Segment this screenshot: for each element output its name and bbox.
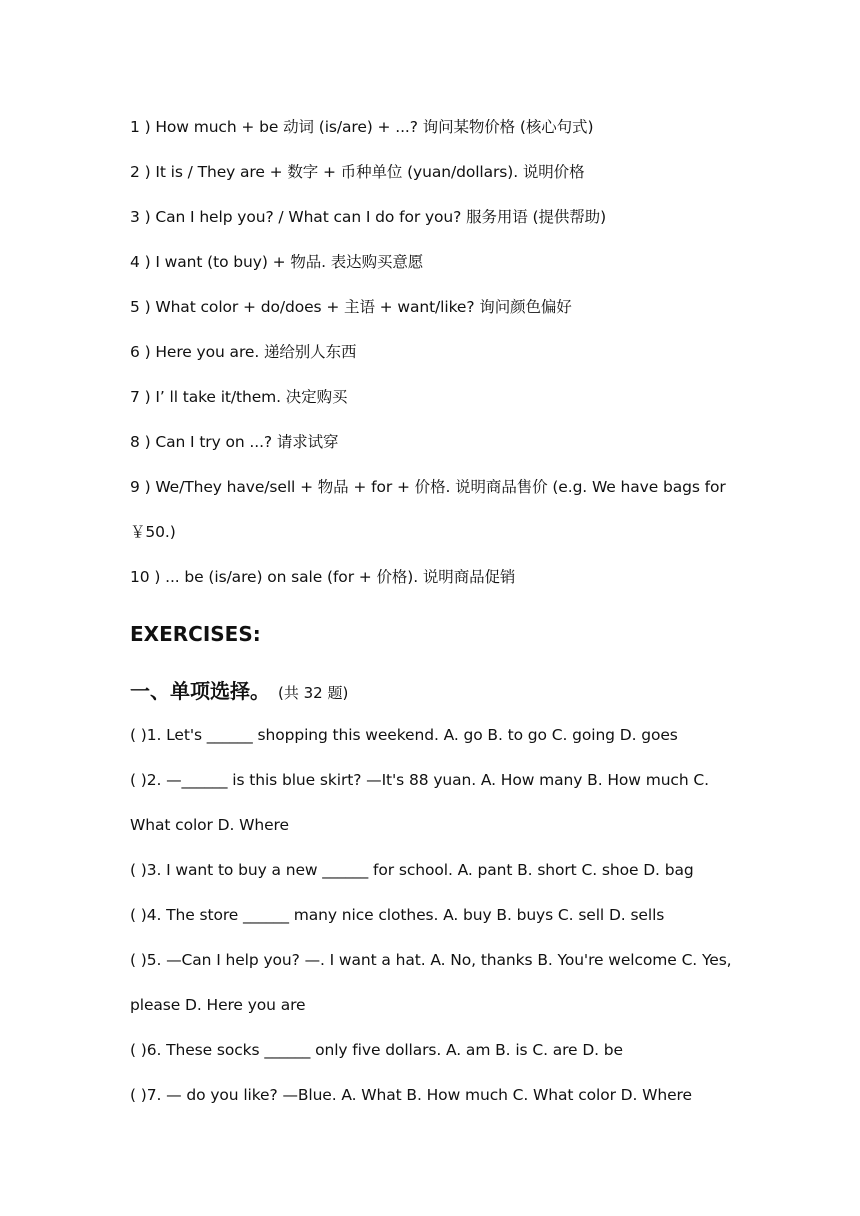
phrase-item: 10 ) ... be (is/are) on sale (for + 价格). 说明商品促销 bbox=[130, 568, 516, 586]
phrase-item: 2 ) It is / They are + 数字 + 币种单位 (yuan/dollars). 说明价格 bbox=[130, 163, 585, 181]
phrase-item: 5 ) What color + do/does + 主语 + want/like? 询问颜色偏好 bbox=[130, 298, 572, 316]
question-item: ( )2. —______ is this blue skirt? —It's 88 yuan. A. How many B. How much C. What color D. Where bbox=[130, 771, 709, 834]
phrase-item: 4 ) I want (to buy) + 物品. 表达购买意愿 bbox=[130, 253, 424, 271]
section-heading bbox=[130, 678, 348, 706]
phrase-item: 7 ) I’ ll take it/them. 决定购买 bbox=[130, 388, 348, 406]
phrase-item: 3 ) Can I help you? / What can I do for you? 服务用语 (提供帮助) bbox=[130, 208, 607, 226]
phrase-item: 8 ) Can I try on ...? 请求试穿 bbox=[130, 433, 339, 451]
question-item: ( )6. These socks ______ only five dollars. A. am B. is C. are D. be bbox=[130, 1041, 623, 1059]
question-item: ( )3. I want to buy a new ______ for school. A. pant B. short C. shoe D. bag bbox=[130, 861, 694, 879]
exercises-heading: EXERCISES: bbox=[130, 622, 261, 646]
question-item: ( )4. The store ______ many nice clothes. A. buy B. buys C. sell D. sells bbox=[130, 906, 665, 924]
question-item: ( )1. Let's ______ shopping this weekend. A. go B. to go C. going D. goes bbox=[130, 726, 678, 744]
phrase-item: 9 ) We/They have/sell + 物品 + for + 价格. 说明商品售价 (e.g. We have bags for ￥50.) bbox=[130, 478, 726, 541]
phrase-item: 6 ) Here you are. 递给别人东西 bbox=[130, 343, 357, 361]
section-note: (共 32 题) bbox=[278, 684, 349, 702]
section-title: 一、单项选择。 bbox=[130, 679, 270, 703]
phrase-item: 1 ) How much + be 动词 (is/are) + ...? 询问某物价格 (核心句式) bbox=[130, 118, 594, 136]
question-item: ( )7. — do you like? —Blue. A. What B. How much C. What color D. Where bbox=[130, 1086, 692, 1104]
question-item: ( )5. —Can I help you? —. I want a hat. A. No, thanks B. You're welcome C. Yes, please D. Here you are bbox=[130, 951, 732, 1014]
